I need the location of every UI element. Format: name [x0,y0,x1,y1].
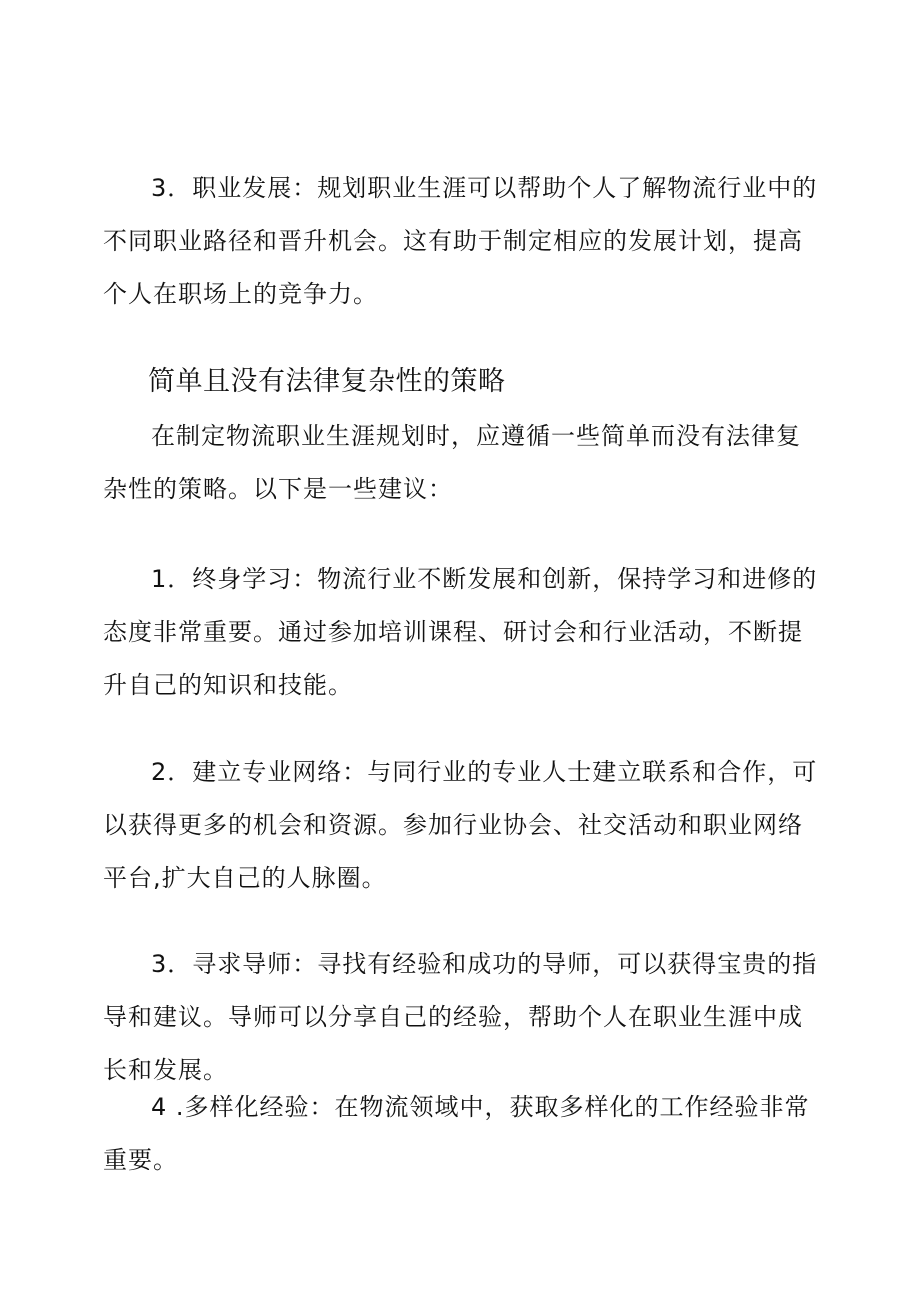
paragraph-lifelong-learning: 1．终身学习：物流行业不断发展和创新，保持学习和进修的态度非常重要。通过参加培训课程、研讨会和行业活动，不断提升自己的知识和技能。 [103,565,818,699]
paragraph-intro: 在制定物流职业生涯规划时，应遵循一些简单而没有法律复杂性的策略。以下是一些建议： [103,422,801,503]
paragraph-professional-network: 2．建立专业网络：与同行业的专业人士建立联系和合作，可以获得更多的机会和资源。参加行业协会、社交活动和职业网络平台,扩大自己的人脉圈。 [103,758,818,892]
paragraph-career-development: 3．职业发展：规划职业生涯可以帮助个人了解物流行业中的不同职业路径和晋升机会。这有助于制定相应的发展计划，提高个人在职场上的竞争力。 [103,174,818,308]
paragraph-seek-mentor: 3．寻求导师：寻找有经验和成功的导师，可以获得宝贵的指导和建议。导师可以分享自己的经验，帮助个人在职业生涯中成长和发展。 [103,950,818,1084]
section-heading: 简单且没有法律复杂性的策略 [148,366,506,397]
paragraph-diverse-experience: 4 .多样化经验：在物流领域中，获取多样化的工作经验非常重要。 [103,1093,810,1174]
